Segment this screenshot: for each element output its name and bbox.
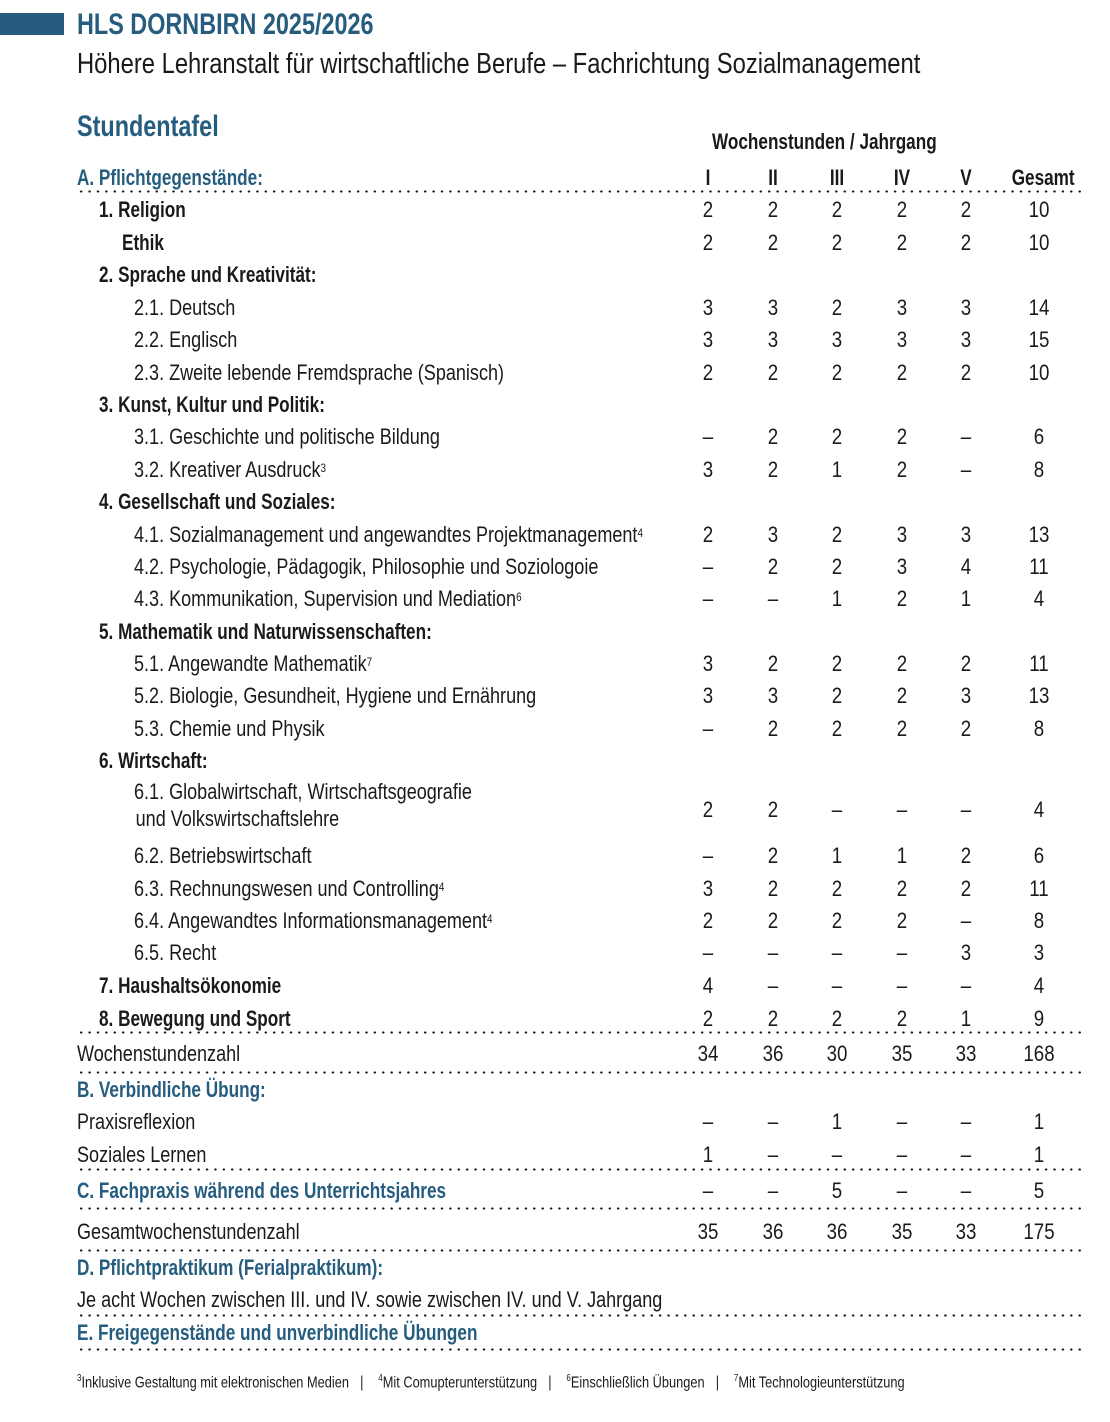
section-e-header — [77, 1318, 1082, 1350]
footnote-text: Mit Technologieunterstützung — [738, 1374, 905, 1392]
hours-cell: 2 — [896, 651, 908, 676]
footnote-text: Inklusive Gestaltung mit elektronischen Medien — [81, 1374, 349, 1392]
praktikum-row — [77, 1285, 1082, 1317]
wochenstundenzahl-label: Wochenstundenzahl — [77, 1041, 241, 1066]
hours-cell: 5 — [831, 1178, 843, 1203]
total-cell: 14 — [1028, 295, 1050, 320]
hours-cell: 2 — [960, 360, 972, 385]
subject-label: 2.3. Zweite lebende Fremdsprache (Spanisch) — [134, 360, 505, 385]
total-cell: 6 — [1033, 424, 1045, 449]
hours-cell: 2 — [702, 1006, 714, 1031]
hours-cell: 2 — [896, 683, 908, 708]
subject-label: 4. Gesellschaft und Soziales: — [99, 489, 336, 514]
subject-label: 7. Haushaltsökonomie — [99, 973, 282, 998]
hours-cell: – — [702, 716, 714, 741]
hours-cell: 1 — [831, 1109, 843, 1134]
section-a-label: A. Pflichtgegenstände: — [77, 165, 263, 190]
section-d-header — [77, 1253, 1082, 1285]
hours-cell: 2 — [831, 908, 843, 933]
divider — [77, 1071, 1082, 1074]
subject-label: 6.3. Rechnungswesen und Controlling$^4$ — [134, 876, 445, 901]
hours-cell: 2 — [896, 457, 908, 482]
hours-cell: 2 — [767, 360, 779, 385]
hours-cell: – — [702, 843, 714, 868]
hours-cell: – — [896, 1178, 908, 1203]
hours-cell: 3 — [960, 683, 972, 708]
hours-cell: 2 — [831, 651, 843, 676]
table-row — [77, 293, 1082, 325]
hours-cell: 2 — [831, 360, 843, 385]
hours-cell: 2 — [960, 651, 972, 676]
hours-cell: 3 — [960, 295, 972, 320]
hours-cell: – — [702, 1178, 714, 1203]
total-cell: 10 — [1028, 360, 1050, 385]
hours-cell: 1 — [702, 1142, 714, 1167]
hours-cell: – — [960, 1142, 972, 1167]
footnote-text: Mit Comupterunterstützung — [382, 1374, 538, 1392]
total-cell: 168 — [1023, 1041, 1055, 1066]
hours-cell: 2 — [831, 230, 843, 255]
hours-cell: 2 — [831, 716, 843, 741]
hours-cell: 3 — [831, 327, 843, 352]
hours-cell: – — [896, 973, 908, 998]
section-b-label: B. Verbindliche Übung: — [77, 1077, 266, 1102]
hours-cell: 2 — [831, 197, 843, 222]
hours-cell: 2 — [960, 197, 972, 222]
table-row — [77, 552, 1082, 584]
hours-cell: 2 — [767, 1006, 779, 1031]
divider — [77, 1031, 1082, 1034]
hours-cell: – — [702, 1109, 714, 1134]
subject-label: 4.1. Sozialmanagement und angewandtes Projektmanagement$^4$ — [134, 522, 643, 547]
hours-cell: 3 — [960, 327, 972, 352]
hours-cell: – — [960, 1109, 972, 1134]
total-cell: 11 — [1029, 554, 1049, 579]
subject-label: 3.2. Kreativer Ausdruck$^3$ — [134, 457, 326, 482]
footnote-marker: 4 — [487, 912, 493, 926]
col-header-1: I — [705, 165, 711, 190]
divider — [77, 1314, 1082, 1317]
hours-cell: 2 — [831, 876, 843, 901]
hours-cell: 2 — [702, 797, 714, 822]
hours-cell: 2 — [702, 522, 714, 547]
total-cell: 175 — [1023, 1219, 1055, 1244]
total-cell: 1 — [1033, 1109, 1045, 1134]
gesamt-label: Gesamtwochenstundenzahl — [77, 1219, 300, 1244]
section-c-row — [77, 1176, 1082, 1208]
table-row — [77, 746, 1082, 778]
footnote-marker: 7 — [366, 655, 373, 669]
hours-cell: – — [702, 424, 714, 449]
footnote-marker: 6 — [566, 1373, 571, 1384]
table-row — [77, 649, 1082, 681]
hours-cell: 2 — [896, 876, 908, 901]
hours-cell: – — [896, 1142, 908, 1167]
hours-cell: 1 — [831, 457, 843, 482]
total-cell: 8 — [1033, 716, 1045, 741]
subject-label: 3. Kunst, Kultur und Politik: — [99, 392, 325, 417]
hours-cell: 3 — [702, 457, 714, 482]
hours-cell: 3 — [702, 327, 714, 352]
hours-cell: 2 — [767, 908, 779, 933]
table-row — [77, 228, 1082, 260]
hours-cell: 2 — [767, 651, 779, 676]
hours-cell: 2 — [767, 424, 779, 449]
total-cell: 4 — [1033, 973, 1045, 998]
hours-cell: 2 — [896, 424, 908, 449]
hours-cell: – — [767, 586, 779, 611]
hours-cell: – — [960, 424, 972, 449]
divider — [77, 1207, 1082, 1210]
school-subtitle: Höhere Lehranstalt für wirtschaftliche Berufe – Fachrichtung Sozialmanagement — [77, 48, 921, 80]
subject-label: 1. Religion — [99, 197, 186, 222]
hours-cell: 2 — [960, 716, 972, 741]
section-e-label: E. Freigegenstände und unverbindliche Übungen — [77, 1320, 478, 1345]
hours-cell: 2 — [960, 876, 972, 901]
subject-label: 5.1. Angewandte Mathematik$^7$ — [134, 651, 373, 676]
hours-cell: – — [896, 940, 908, 965]
hours-cell: 1 — [896, 843, 908, 868]
hours-cell: 2 — [896, 230, 908, 255]
subject-label: 4.3. Kommunikation, Supervision und Mediation$^6$ — [134, 586, 522, 611]
hours-cell: 2 — [831, 1006, 843, 1031]
subject-label: 3.1. Geschichte und politische Bildung — [134, 424, 440, 449]
subject-label: 5. Mathematik und Naturwissenschaften: — [99, 619, 432, 644]
total-cell: 13 — [1028, 683, 1050, 708]
hours-cell: 30 — [826, 1041, 848, 1066]
hours-cell: 3 — [767, 522, 779, 547]
hours-cell: 2 — [767, 230, 779, 255]
hours-cell: 36 — [762, 1219, 784, 1244]
total-cell: 13 — [1028, 522, 1050, 547]
hours-cell: 3 — [702, 683, 714, 708]
hours-cell: 2 — [702, 360, 714, 385]
hours-cell: – — [960, 973, 972, 998]
hours-cell: 3 — [702, 876, 714, 901]
gesamt-row — [77, 1217, 1082, 1249]
praktikum-text: Je acht Wochen zwischen III. und IV. sowie zwischen IV. und V. Jahrgang — [77, 1287, 663, 1312]
accent-bar — [0, 13, 64, 35]
footnote-marker: 4 — [378, 1373, 383, 1384]
subject-label: Praxisreflexion — [77, 1109, 196, 1134]
section-d-label: D. Pflichtpraktikum (Ferialpraktikum): — [77, 1255, 384, 1280]
hours-cell: – — [702, 554, 714, 579]
hours-cell: – — [960, 797, 972, 822]
hours-cell: – — [831, 797, 843, 822]
hours-cell: 2 — [896, 908, 908, 933]
hours-cell: 4 — [702, 973, 714, 998]
hours-cell: – — [896, 1109, 908, 1134]
hours-cell: 36 — [826, 1219, 848, 1244]
page-title: Stundentafel — [77, 110, 219, 143]
col-header-4: IV — [893, 165, 911, 190]
table-row — [77, 714, 1082, 746]
table-row — [77, 681, 1082, 713]
total-cell: 3 — [1033, 940, 1045, 965]
table-row — [77, 390, 1082, 422]
total-cell: 6 — [1033, 843, 1045, 868]
subject-label: 6.1. Globalwirtschaft, Wirtschaftsgeografie und Volkswirtschaftslehre — [134, 779, 472, 831]
total-cell: 11 — [1029, 876, 1049, 901]
hours-cell: 2 — [767, 716, 779, 741]
hours-cell: 33 — [955, 1219, 977, 1244]
subject-label: 6.5. Recht — [134, 940, 217, 965]
total-cell: 9 — [1033, 1006, 1045, 1031]
table-row — [77, 938, 1082, 970]
footnote-marker: 3 — [320, 461, 326, 475]
total-cell: 1 — [1033, 1142, 1045, 1167]
hours-cell: 3 — [896, 327, 908, 352]
hours-cell: – — [767, 1142, 779, 1167]
hours-cell: 2 — [831, 295, 843, 320]
hours-cell: 2 — [702, 230, 714, 255]
divider — [77, 1348, 1082, 1351]
hours-cell: – — [702, 586, 714, 611]
hours-cell: – — [831, 940, 843, 965]
total-cell: 5 — [1033, 1178, 1045, 1203]
table-row — [77, 906, 1082, 938]
hours-cell: – — [960, 908, 972, 933]
hours-cell: – — [896, 797, 908, 822]
hours-cell: 2 — [896, 716, 908, 741]
hours-cell: 2 — [896, 360, 908, 385]
subject-label: 8. Bewegung und Sport — [99, 1006, 291, 1031]
hours-cell: 3 — [767, 683, 779, 708]
subject-label: 5.2. Biologie, Gesundheit, Hygiene und Ernährung — [134, 683, 537, 708]
footnote-marker: 6 — [516, 590, 522, 604]
table-row — [77, 779, 1082, 831]
subject-label: 2.1. Deutsch — [134, 295, 236, 320]
subject-label: 2.2. Englisch — [134, 327, 238, 352]
hours-cell: 2 — [831, 424, 843, 449]
hours-cell: 3 — [767, 327, 779, 352]
footnote-text: Einschließlich Übungen — [570, 1374, 705, 1392]
hours-cell: 3 — [960, 522, 972, 547]
hours-cell: – — [831, 1142, 843, 1167]
subject-label: 2. Sprache und Kreativität: — [99, 262, 317, 287]
hours-cell: 3 — [702, 651, 714, 676]
hours-cell: 34 — [697, 1041, 719, 1066]
col-header-2: II — [768, 165, 778, 190]
total-cell: 10 — [1028, 197, 1050, 222]
hours-cell: – — [767, 940, 779, 965]
table-row — [77, 617, 1082, 649]
hours-cell: 2 — [767, 197, 779, 222]
table-row — [77, 325, 1082, 357]
hours-cell: 2 — [831, 683, 843, 708]
hours-cell: 1 — [831, 586, 843, 611]
hours-cell: 36 — [762, 1041, 784, 1066]
footnotes: $^3$Inklusive Gestaltung mit elektronischen Medien | $^4$Mit Comupterunterstützung | $^6$Einschließlich Übungen | $^7$Mit Technologieunterstützung — [77, 1373, 905, 1392]
total-cell: 10 — [1028, 230, 1050, 255]
hours-cell: 3 — [767, 295, 779, 320]
footnote-marker: 3 — [77, 1373, 82, 1384]
total-cell: 4 — [1033, 797, 1045, 822]
divider — [77, 190, 1082, 193]
hours-cell: 1 — [960, 586, 972, 611]
total-cell: 11 — [1029, 651, 1049, 676]
footnote-marker: 7 — [733, 1373, 739, 1384]
hours-cell: 2 — [767, 457, 779, 482]
footnote-marker: 4 — [637, 526, 643, 540]
table-row — [77, 358, 1082, 390]
divider — [77, 1249, 1082, 1252]
table-row — [77, 487, 1082, 519]
table-row — [77, 422, 1082, 454]
hours-cell: 2 — [960, 230, 972, 255]
hours-cell: 2 — [831, 554, 843, 579]
hours-cell: 3 — [896, 522, 908, 547]
hours-cell: 35 — [697, 1219, 719, 1244]
section-c-label: C. Fachpraxis während des Unterrichtsjahres — [77, 1178, 447, 1203]
hours-cell: 3 — [896, 295, 908, 320]
hours-cell: 2 — [831, 522, 843, 547]
table-row — [77, 841, 1082, 873]
subject-label: 6. Wirtschaft: — [99, 748, 208, 773]
total-cell: 15 — [1028, 327, 1050, 352]
subject-label: 4.2. Psychologie, Pädagogik, Philosophie und Soziologoie — [134, 554, 599, 579]
hours-cell: 2 — [767, 554, 779, 579]
col-header-total: Gesamt — [1011, 165, 1075, 190]
hours-cell: 2 — [960, 843, 972, 868]
hours-cell: 35 — [891, 1041, 913, 1066]
hours-cell: 3 — [702, 295, 714, 320]
hours-cell: 2 — [702, 197, 714, 222]
total-cell: 8 — [1033, 457, 1045, 482]
hours-cell: 4 — [960, 554, 972, 579]
hours-cell: 2 — [767, 797, 779, 822]
table-row — [77, 874, 1082, 906]
hours-cell: 2 — [767, 876, 779, 901]
table-row — [77, 520, 1082, 552]
subject-label: 5.3. Chemie und Physik — [134, 716, 325, 741]
hours-cell: – — [960, 457, 972, 482]
hours-cell: – — [831, 973, 843, 998]
total-cell: 4 — [1033, 586, 1045, 611]
subject-label: Soziales Lernen — [77, 1142, 207, 1167]
wochenstundenzahl-row — [77, 1039, 1082, 1071]
hours-cell: 35 — [891, 1219, 913, 1244]
table-row — [77, 195, 1082, 227]
hours-cell: – — [767, 1178, 779, 1203]
hours-cell: – — [702, 940, 714, 965]
table-row — [77, 260, 1082, 292]
hours-cell: 33 — [955, 1041, 977, 1066]
hours-cell: 2 — [896, 586, 908, 611]
footnote-marker: 4 — [438, 880, 445, 894]
table-row — [77, 971, 1082, 1003]
table-row — [77, 584, 1082, 616]
col-header-5: V — [960, 165, 972, 190]
hours-cell: 3 — [960, 940, 972, 965]
hours-cell: 2 — [767, 843, 779, 868]
section-b-header — [77, 1075, 1082, 1107]
total-cell: 8 — [1033, 908, 1045, 933]
hours-cell: – — [767, 1109, 779, 1134]
table-row — [77, 455, 1082, 487]
hours-cell: 1 — [960, 1006, 972, 1031]
hours-cell: 2 — [702, 908, 714, 933]
divider — [77, 1168, 1082, 1171]
hours-cell: 2 — [896, 197, 908, 222]
school-title: HLS DORNBIRN 2025/2026 — [77, 8, 374, 41]
subject-label: 6.2. Betriebswirtschaft — [134, 843, 312, 868]
hours-cell: 2 — [896, 1006, 908, 1031]
columns-title: Wochenstunden / Jahrgang — [712, 129, 937, 154]
col-header-3: III — [829, 165, 845, 190]
subject-label: Ethik — [122, 230, 164, 255]
hours-cell: 1 — [831, 843, 843, 868]
hours-cell: 3 — [896, 554, 908, 579]
table-row — [77, 1107, 1082, 1139]
hours-cell: – — [767, 973, 779, 998]
hours-cell: – — [960, 1178, 972, 1203]
subject-label: 6.4. Angewandtes Informationsmanagement$^4$ — [134, 908, 493, 933]
